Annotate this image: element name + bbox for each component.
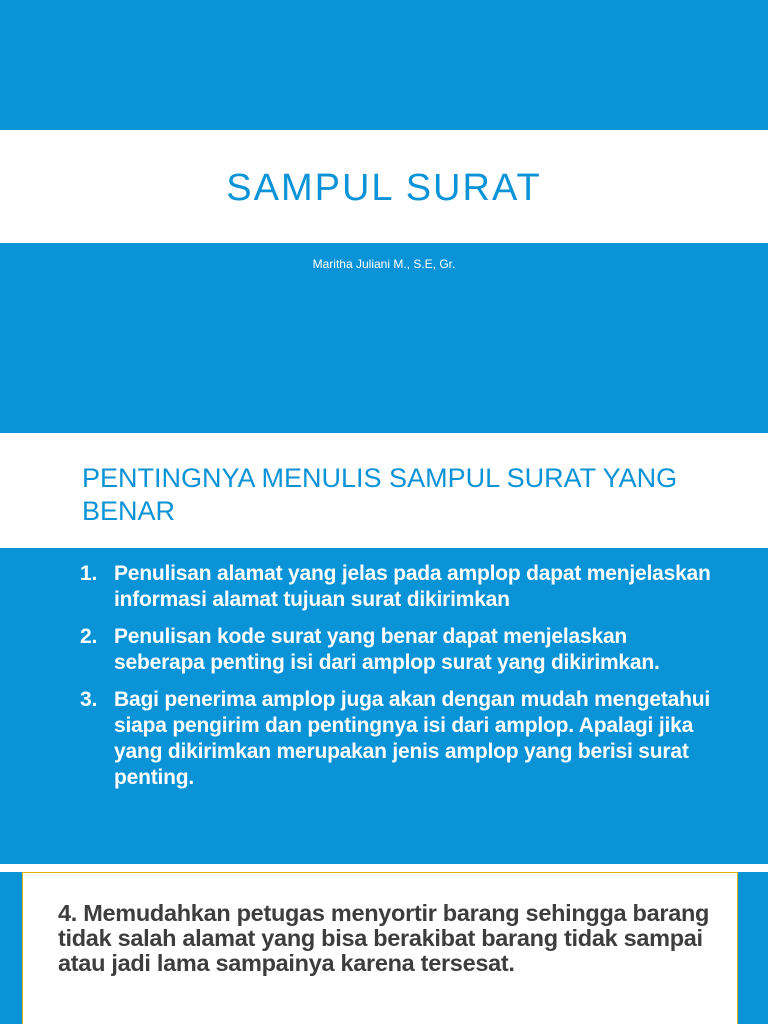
- content-slide: [0, 444, 768, 864]
- list-item-text: Penulisan alamat yang jelas pada amplop dapat menjelaskan informasi alamat tujuan surat dikirimkan: [114, 562, 711, 611]
- list-item-text: Bagi penerima amplop juga akan dengan mudah mengetahui siapa pengirim dan pentingnya isi dari amplop. Apalagi jika yang dikirimkan merupakan jenis amplop yang berisi surat penting.: [114, 688, 710, 789]
- card-text: 4. Memudahkan petugas menyortir barang sehingga barang tidak salah alamat yang bisa berakibat barang tidak sampai atau jadi lama sampainya karena tersesat.: [58, 900, 710, 976]
- list-item-number: 3.: [80, 688, 98, 711]
- list-item: [80, 561, 720, 613]
- slide-heading: PENTINGNYA MENULIS SAMPUL SURAT YANG BENAR: [82, 463, 678, 526]
- text-card: [22, 872, 738, 1024]
- numbered-list: [80, 561, 720, 802]
- list-item: [80, 687, 720, 791]
- list-item-number: 2.: [80, 625, 98, 648]
- author-subtitle: Maritha Juliani M., S.E, Gr.: [312, 257, 456, 271]
- slide-divider: [0, 433, 768, 444]
- card-slide: [0, 872, 768, 1024]
- list-item: [80, 624, 720, 676]
- slide-title: SAMPUL SURAT: [226, 167, 542, 209]
- list-item-text: Penulisan kode surat yang benar dapat menjelaskan seberapa penting isi dari amplop surat yang dikirimkan.: [114, 625, 660, 674]
- list-item-number: 1.: [80, 562, 98, 585]
- slide-divider: [0, 864, 768, 872]
- title-slide: [0, 0, 768, 433]
